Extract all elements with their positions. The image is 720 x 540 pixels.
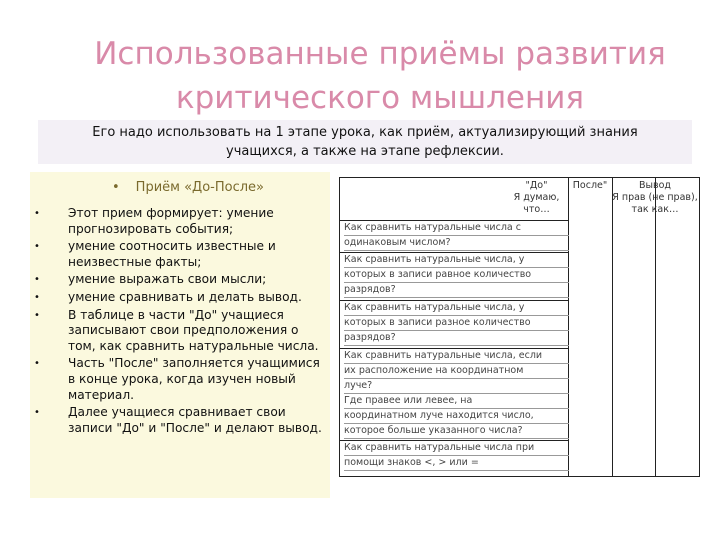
list-item: • умение соотносить известные и неизвестные факты; <box>34 239 276 269</box>
header-conclusion: Вывод Я прав (не прав), так как… <box>612 180 698 215</box>
table-row: Как сравнить натуральные числа, у которых в записи равное количество разрядов? <box>340 252 569 298</box>
before-after-table <box>339 177 700 477</box>
bullet-icon: • <box>34 241 40 253</box>
bullet-icon: • <box>34 208 40 219</box>
title-line-1: Использованные приёмы развития <box>94 36 666 72</box>
list-item: • Часть "После" заполняется учащимися в конце урока, когда изучен новый материал. <box>34 356 320 402</box>
table-row: Как сравнить натуральные числа с одинаковым числом? <box>340 220 569 251</box>
banner-line-2: учащихся, а также на этапе рефлексии. <box>226 144 504 159</box>
bullet-icon: • <box>112 180 120 195</box>
table-row: Как сравнить натуральные числа, у которых в записи разное количество разрядов? <box>340 300 569 346</box>
banner-line-1: Его надо использовать на 1 этапе урока, как приём, актуализирующий знания <box>92 125 638 140</box>
list-item: • Далее учащиеся сравнивает свои записи "До" и "После" и делают вывод. <box>34 405 322 435</box>
bullet-icon: • <box>34 358 40 370</box>
technique-heading <box>112 180 264 195</box>
bullet-icon: • <box>34 309 40 321</box>
header-before: "До" Я думаю, что… <box>513 180 560 215</box>
column-divider <box>612 178 613 476</box>
bullet-icon: • <box>34 291 40 303</box>
list-item: • умение сравнивать и делать вывод. <box>34 289 302 304</box>
table-row: Как сравнить натуральные числа при помощи знаков <, > или = <box>340 440 569 471</box>
column-divider <box>655 178 656 476</box>
header-after: После" <box>572 180 608 191</box>
bullet-icon: • <box>34 274 40 286</box>
technique-heading-text: Приём «До-После» <box>135 180 264 195</box>
list-item: • Этот прием формирует: умение прогнозировать события; <box>34 206 274 236</box>
list-item: • В таблице в части "До" учащиеся записывают свои предположения о том, как сравнить натуральные числа. <box>34 307 319 353</box>
table-row: Как сравнить натуральные числа, если их расположение на координатном луче? Где правее или левее, на координатном луче находится число, которое больше указанного числа? <box>340 348 569 439</box>
list-item: • умение выражать свои мысли; <box>34 272 267 287</box>
intro-banner <box>38 120 692 164</box>
bullet-icon: • <box>34 407 40 419</box>
technique-list <box>30 206 330 438</box>
slide-title <box>60 32 700 120</box>
title-line-2: критического мышления <box>175 80 585 116</box>
technique-panel <box>30 172 330 498</box>
